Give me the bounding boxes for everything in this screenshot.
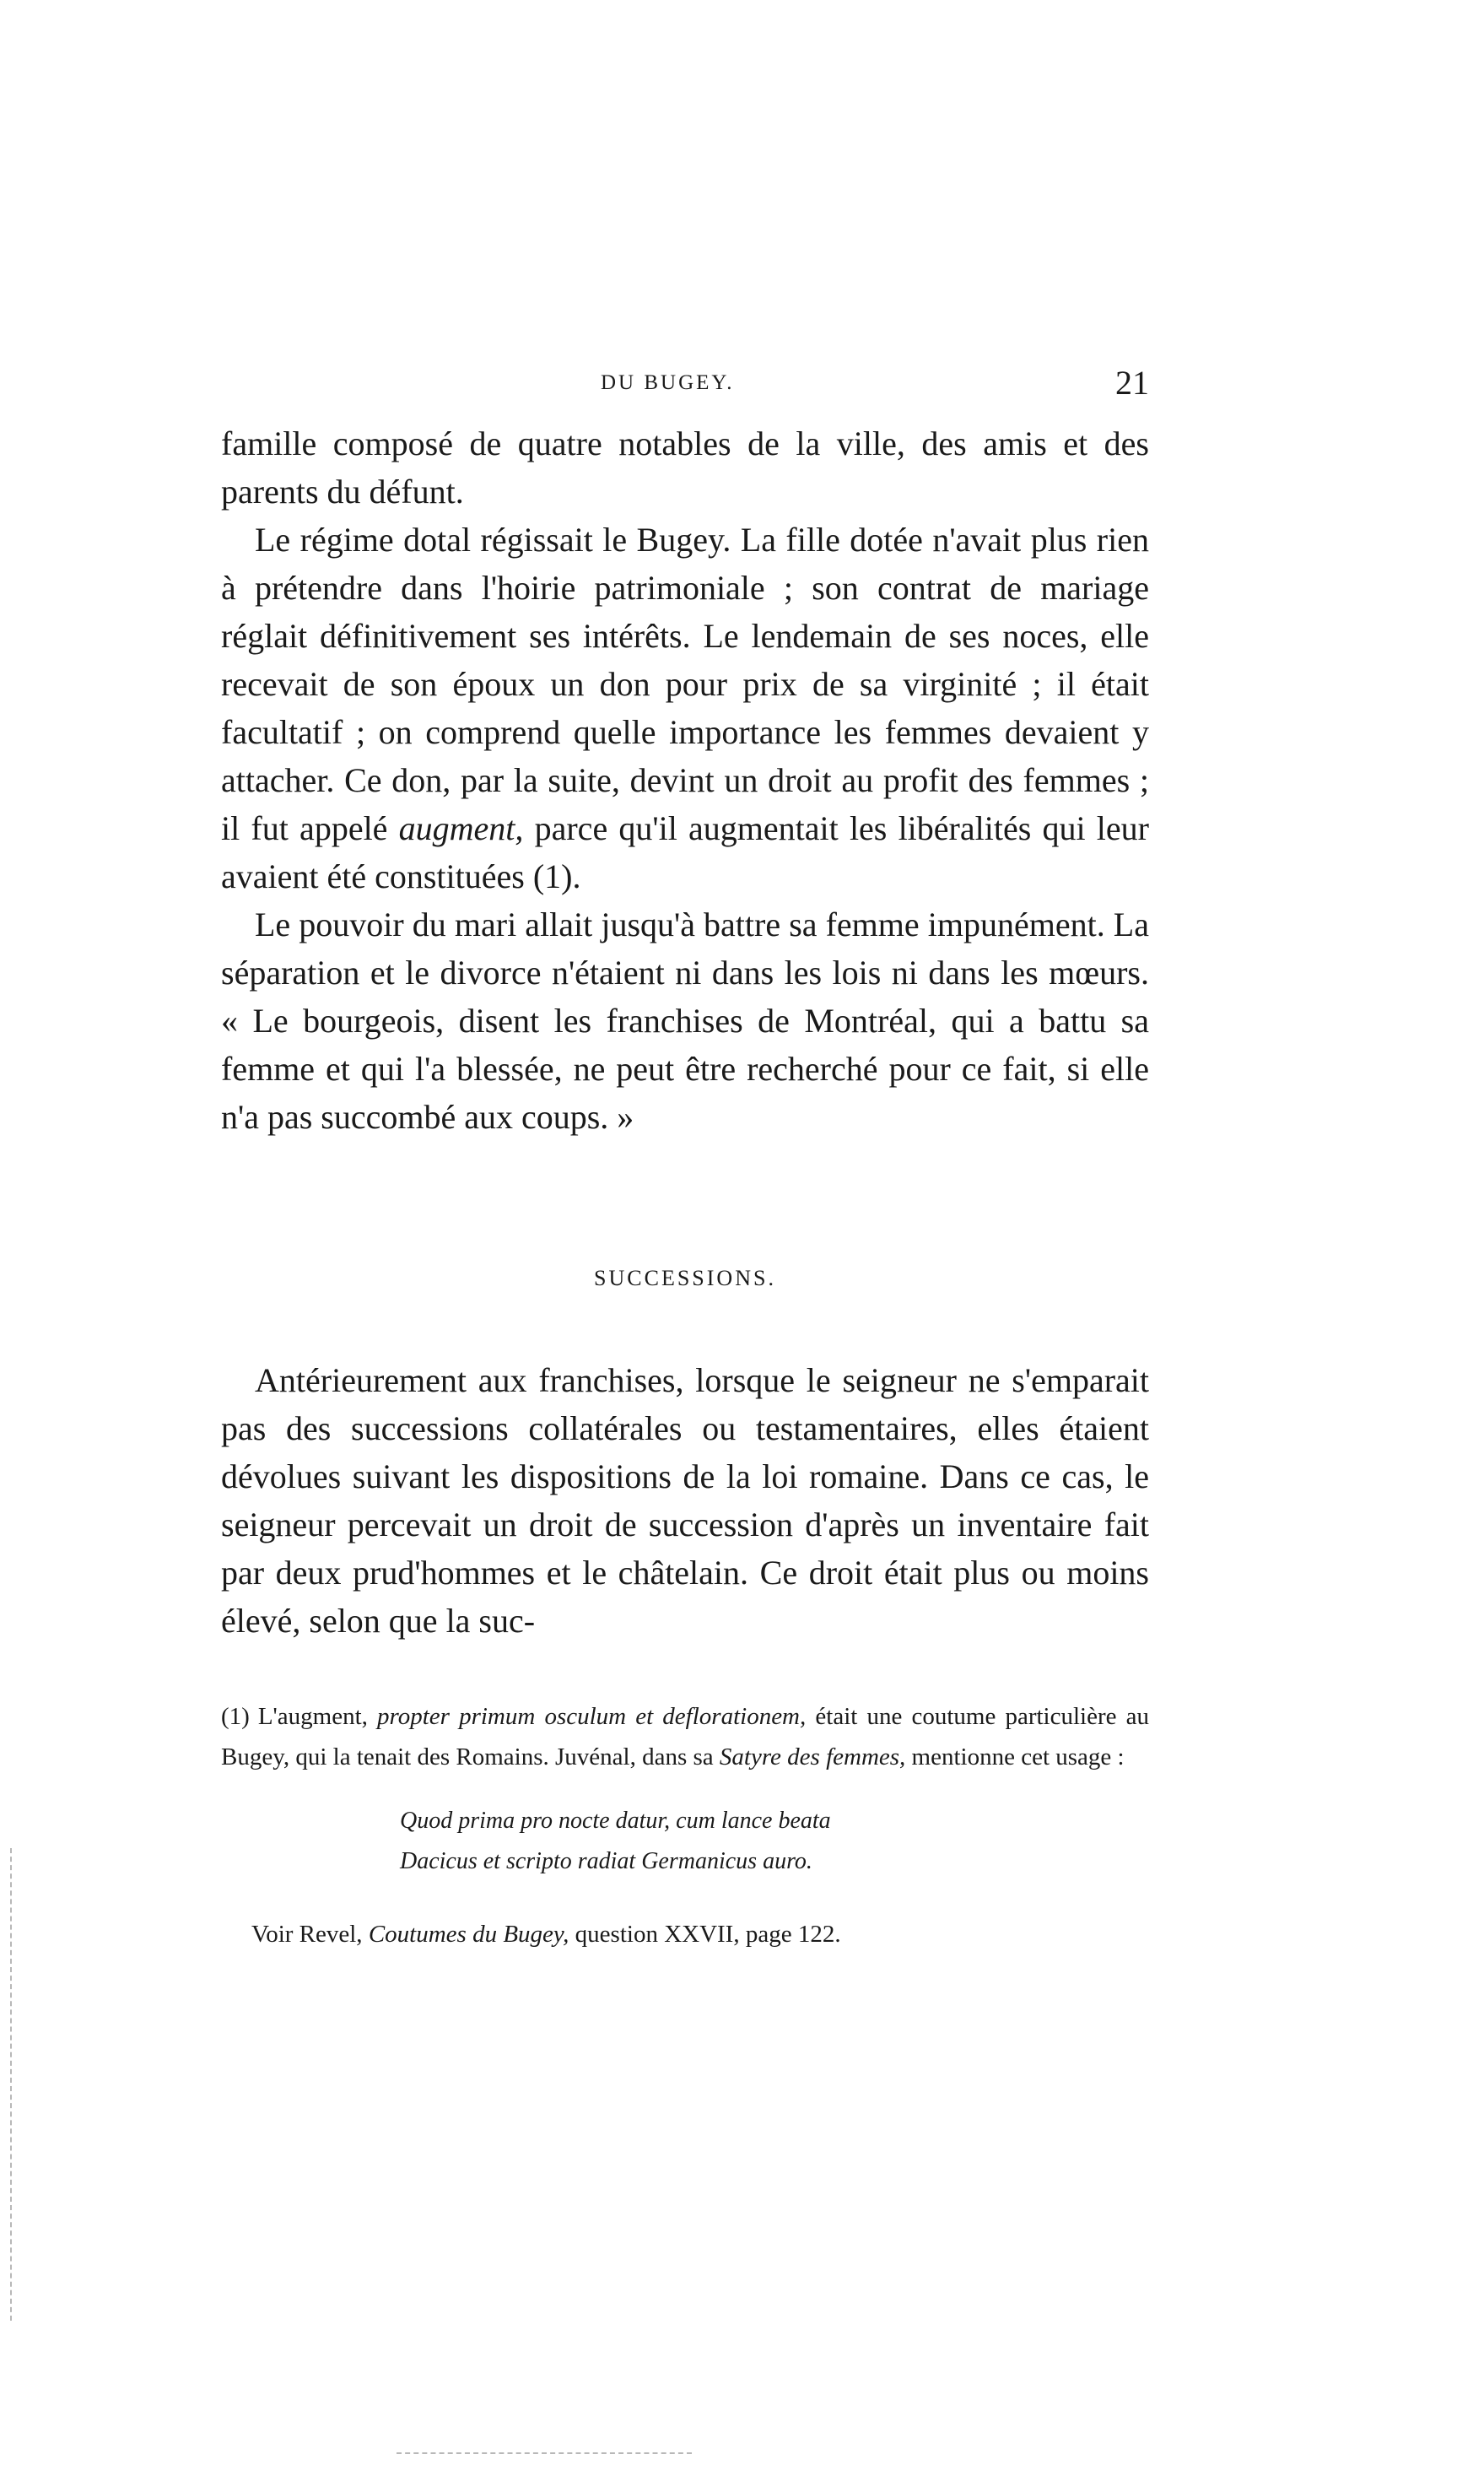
paragraph-text: Le régime dotal régissait le Bugey. La fille dotée n'avait plus rien à prétendre dans l'hoirie patrimoniale ; son contrat de mariage réglait définitivement ses intérêts. Le lendemain de ses noces, elle recevait de son époux un don pour prix de sa virginité ; il était facultatif ; on comprend quelle importance les femmes devaient y attacher. Ce don, par la suite, devint un droit au profit des femmes ; il fut appelé <box>221 521 1149 847</box>
verse-line: Quod prima pro nocte datur, cum lance beata <box>400 1808 831 1834</box>
scan-bottom-mark <box>397 2452 692 2454</box>
page-number: 21 <box>1115 364 1149 402</box>
paragraph-regime-dotal <box>221 516 1149 900</box>
reference-text: Voir Revel, <box>251 1921 363 1948</box>
verse-line: Dacicus et scripto radiat Germanicus auro. <box>400 1848 812 1874</box>
italic-term: augment, <box>398 809 524 847</box>
reference-italic: Coutumes du Bugey, <box>368 1921 569 1948</box>
footnote-text: L'augment, <box>257 1703 368 1730</box>
footnote-text: mentionne cet usage : <box>911 1743 1125 1770</box>
footnotes <box>221 1696 1149 1954</box>
footnote-reference <box>251 1914 1149 1954</box>
section-heading: SUCCESSIONS. <box>594 1266 776 1290</box>
footnote-verse <box>221 1801 1149 1882</box>
body-text-top <box>221 419 1149 1141</box>
body-text-bottom <box>221 1356 1149 1645</box>
footnote-marker: (1) <box>221 1703 250 1730</box>
scan-edge-mark <box>10 1848 12 2321</box>
footnote-text: était une coutume particulière au Bugey, qui la tenait des Romains. Juvénal, dans sa <box>221 1703 1150 1770</box>
paragraph-text: parce qu'il augmentait les libéralités qui leur avaient été constituées (1). <box>221 809 1149 895</box>
footnote-italic: Satyre des femmes, <box>719 1743 906 1770</box>
paragraph-continuation: famille composé de quatre notables de la ville, des amis et des parents du défunt. <box>221 424 1149 511</box>
paragraph-pouvoir-du-mari: Le pouvoir du mari allait jusqu'à battre sa femme impunément. La séparation et le divorce n'étaient ni dans les lois ni dans les mœurs. « Le bourgeois, disent les franchises de Montréal, qui a battu sa femme et qui l'a blessée, ne peut être recherché pour ce fait, si elle n'a pas succombé aux coups. » <box>221 905 1149 1136</box>
footnote-italic: propter primum osculum et deflorationem, <box>377 1703 807 1730</box>
running-head <box>221 363 1149 414</box>
paragraph-successions: Antérieurement aux franchises, lorsque le seigneur ne s'emparait pas des successions collatérales ou testamentaires, elles étaient dévolues suivant les dispositions de la loi romaine. Dans ce cas, le seigneur percevait un droit de succession d'après un inventaire fait par deux prud'hommes et le châtelain. Ce droit était plus ou moins élevé, selon que la suc- <box>221 1361 1149 1640</box>
running-title: DU BUGEY. <box>601 371 735 394</box>
reference-text: question XXVII, page 122. <box>575 1921 841 1948</box>
footnote-1 <box>221 1696 1149 1777</box>
